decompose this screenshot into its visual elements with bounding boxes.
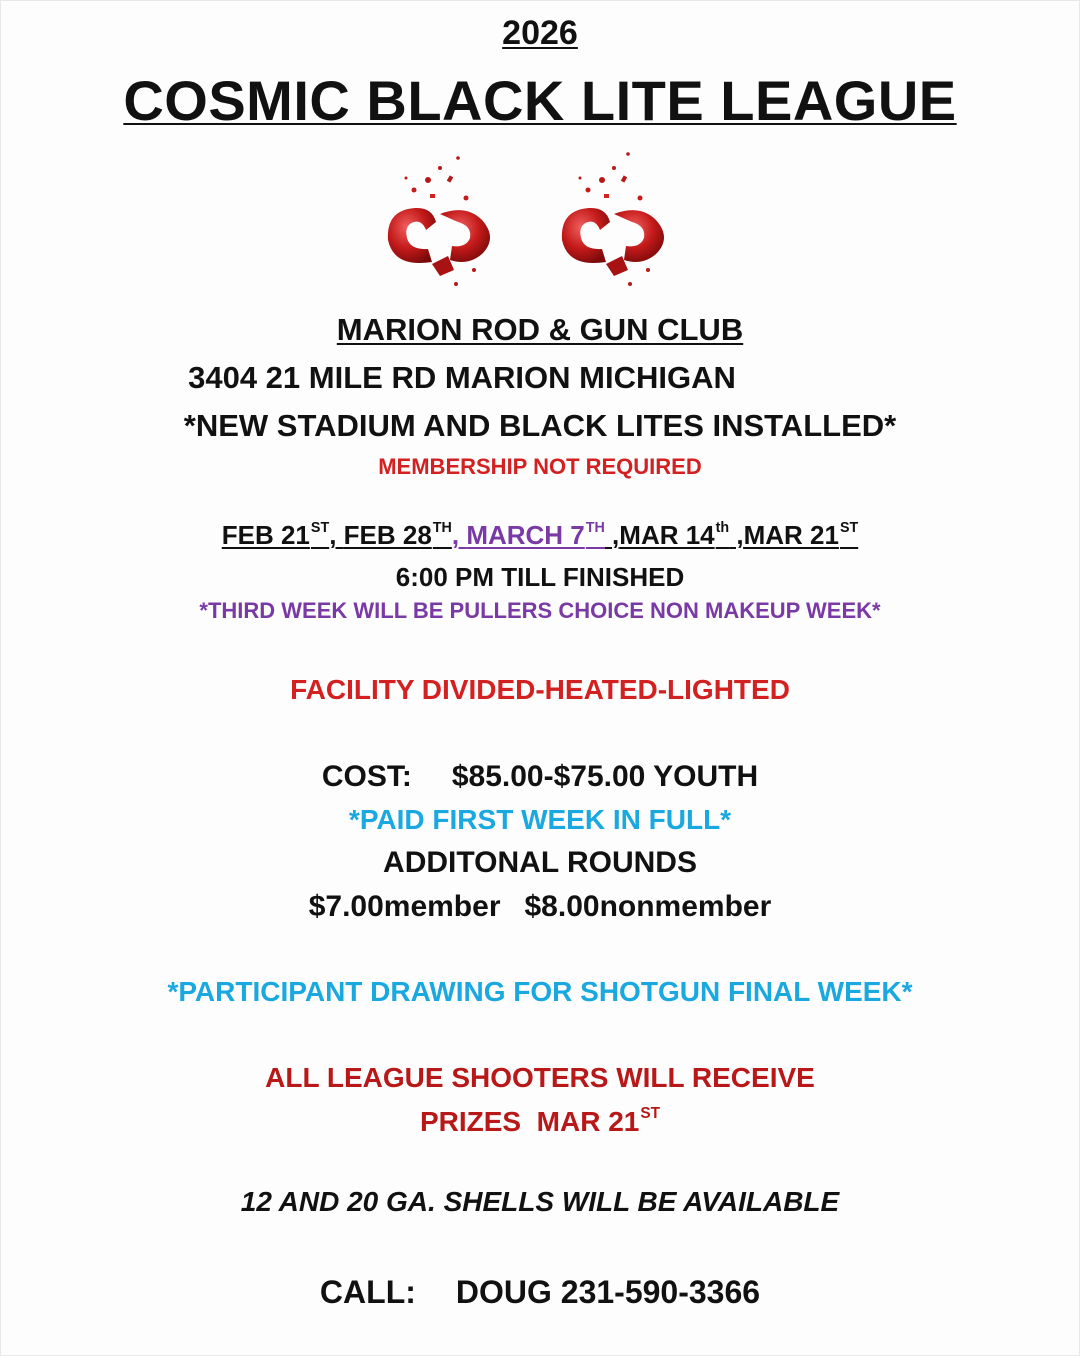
broken-clay-target-icon-right xyxy=(562,152,664,286)
club-address: 3404 21 MILE RD MARION MICHIGAN xyxy=(188,360,736,395)
date-mar-21: ,MAR 21ST xyxy=(729,519,859,550)
broken-clay-targets-image xyxy=(370,150,710,295)
nonmember-price: $8.00nonmember xyxy=(524,890,772,923)
membership-notice: MEMBERSHIP NOT REQUIRED xyxy=(378,454,702,479)
cost-label: COST: xyxy=(321,760,412,793)
member-price: $7.00member xyxy=(308,890,501,923)
date-mar-14: ,MAR 14th xyxy=(604,519,730,550)
facility-features: FACILITY DIVIDED-HEATED-LIGHTED xyxy=(290,674,790,705)
contact-label: CALL: xyxy=(319,1274,416,1310)
paid-note: *PAID FIRST WEEK IN FULL* xyxy=(348,804,732,835)
shells-notice: 12 AND 20 GA. SHELLS WILL BE AVAILABLE xyxy=(240,1186,840,1217)
third-week-note: *THIRD WEEK WILL BE PULLERS CHOICE NON MAKEUP WEEK* xyxy=(199,598,881,623)
stadium-notice: *NEW STADIUM AND BLACK LITES INSTALLED* xyxy=(183,408,897,443)
broken-clay-target-icon-left xyxy=(388,156,490,286)
contact-value[interactable]: DOUG 231-590-3366 xyxy=(455,1274,761,1310)
additional-rounds-prices xyxy=(0,890,1080,924)
shotgun-drawing-notice: *PARTICIPANT DRAWING FOR SHOTGUN FINAL WEEK* xyxy=(167,976,913,1007)
date-march-7: , MARCH 7TH xyxy=(451,519,605,550)
flyer-title: COSMIC BLACK LITE LEAGUE xyxy=(123,69,957,132)
league-time: 6:00 PM TILL FINISHED xyxy=(395,562,685,592)
contact-line xyxy=(0,1274,1080,1311)
flyer-year: 2026 xyxy=(502,14,578,52)
prizes-line-1: ALL LEAGUE SHOOTERS WILL RECEIVE xyxy=(265,1062,815,1093)
cost-line xyxy=(0,760,1080,794)
date-feb-21: FEB 21ST xyxy=(221,519,330,550)
additional-rounds-label: ADDITONAL ROUNDS xyxy=(383,846,697,879)
league-dates xyxy=(0,520,1080,551)
club-name: MARION ROD & GUN CLUB xyxy=(336,312,744,347)
date-feb-28: , FEB 28TH xyxy=(329,519,452,550)
cost-value: $85.00-$75.00 YOUTH xyxy=(451,760,759,793)
prizes-line-2: PRIZES MAR 21ST xyxy=(419,1104,661,1137)
